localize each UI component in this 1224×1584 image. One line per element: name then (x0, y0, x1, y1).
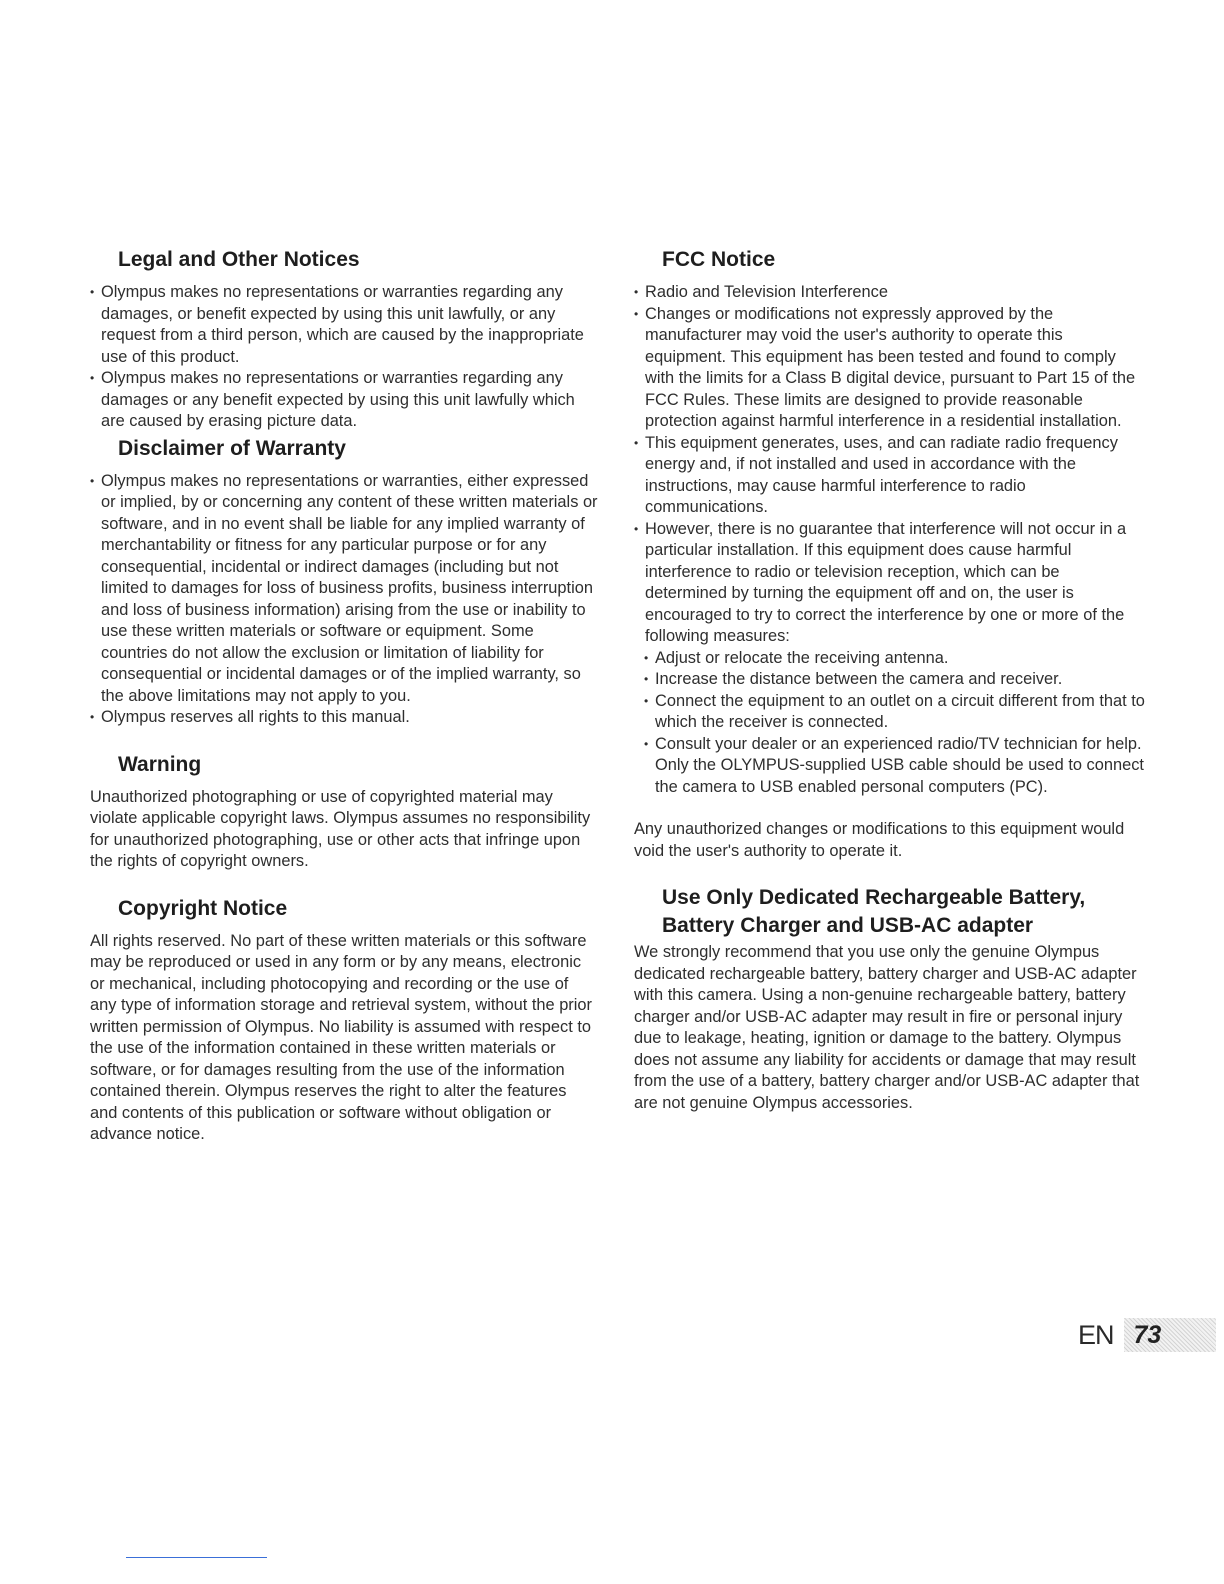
fcc-measures-list (644, 648, 1146, 799)
disclaimer-list (90, 471, 598, 729)
copyright-heading: Copyright Notice (118, 896, 288, 920)
warning-text: Unauthorized photographing or use of copyrighted material may violate applicable copyright laws. Olympus assumes no responsibility for unauthorized photographing, use or other acts that infringe upon the rights of copyright owners. (90, 787, 591, 870)
page-number: 73 (1133, 1320, 1162, 1349)
list-item: • Olympus makes no representations or warranties regarding any damages or any benefit expected by using this unit lawfully which are caused by erasing picture data. (90, 368, 598, 433)
list-item: • Olympus makes no representations or warranties, either expressed or implied, by or concerning any content of these written materials or software, and in no event shall be liable for any implied warranty of merchantability or fitness for any particular purpose or for any consequential, incidental or indirect damages (including but not limited to damages for loss of business profits, business interruption and loss of business information) arising from the use or inability to use these written materials or software or equipment. Some countries do not allow the exclusion or limitation of liability for consequential or incidental damages or of the implied warranty, so the above limitations may not apply to you. (90, 471, 598, 708)
right-column (634, 246, 1146, 1114)
list-item: • This equipment generates, uses, and can radiate radio frequency energy and, if not installed and used in accordance with the instructions, may cause harmful interference to radio communications. (634, 433, 1146, 519)
battery-heading-line2: Battery Charger and USB-AC adapter (662, 914, 1034, 937)
left-column (90, 246, 598, 1146)
list-item: • Adjust or relocate the receiving antenna. (644, 648, 1146, 670)
battery-heading-line1: Use Only Dedicated Rechargeable Battery, (662, 886, 1086, 909)
warning-heading: Warning (118, 752, 202, 776)
disclaimer-heading: Disclaimer of Warranty (118, 436, 346, 460)
copyright-text: All rights reserved. No part of these written materials or this software may be reproduced or used in any form or by any means, electronic or mechanical, including photocopying and recording or the use of any type of information storage and retrieval system, without the prior written permission of Olympus. No liability is assumed with respect to the use of the information contained in these written materials or software, or for damages resulting from the use of the information contained therein. Olympus reserves the right to alter the features and contents of this publication or software without obligation or advance notice. (90, 931, 592, 1143)
list-item: • However, there is no guarantee that interference will not occur in a particular installation. If this equipment does cause harmful interference to radio or television reception, which can be determined by turning the equipment off and on, the user is encouraged to try to correct the interference by one or more of the following measures: (634, 519, 1146, 648)
battery-text: We strongly recommend that you use only the genuine Olympus dedicated rechargeable battery, battery charger and USB-AC adapter with this camera. Using a non-genuine rechargeable battery, battery charger and/or USB-AC adapter may result in fire or personal injury due to leakage, heating, ignition or damage to the battery. Olympus does not assume any liability for accidents or damage that may result from the use of a battery, battery charger and/or USB-AC adapter that are not genuine Olympus accessories. (634, 943, 1140, 1112)
page-footer (1078, 1318, 1216, 1352)
list-item: • Changes or modifications not expressly approved by the manufacturer may void the user's authority to operate this equipment. This equipment has been tested and found to comply with the limits for a Class B digital device, pursuant to Part 15 of the FCC Rules. These limits are designed to provide reasonable protection against harmful interference in a residential installation. (634, 304, 1146, 433)
list-item: • Connect the equipment to an outlet on a circuit different from that to which the receiver is connected. (644, 691, 1146, 734)
list-item: • Consult your dealer or an experienced radio/TV technician for help. Only the OLYMPUS-supplied USB cable should be used to connect the camera to USB enabled personal computers (PC). (644, 734, 1146, 799)
list-item: • Olympus reserves all rights to this manual. (90, 707, 598, 729)
language-label: EN (1078, 1319, 1114, 1350)
fcc-list (634, 282, 1146, 648)
list-item: • Olympus makes no representations or warranties regarding any damages, or benefit expected by using this unit lawfully, or any request from a third person, which are caused by the inappropriate use of this product. (90, 282, 598, 368)
list-item: • Radio and Television Interference (634, 282, 1146, 304)
list-item: • Increase the distance between the camera and receiver. (644, 669, 1146, 691)
legal-notices-heading: Legal and Other Notices (118, 248, 360, 271)
page-number-box (1124, 1318, 1216, 1352)
bottom-rule (126, 1557, 267, 1558)
legal-notices-list (90, 282, 598, 433)
battery-heading (662, 884, 1146, 940)
fcc-heading: FCC Notice (662, 248, 776, 271)
fcc-closing-text: Any unauthorized changes or modifications to this equipment would void the user's authority to operate it. (634, 820, 1125, 860)
